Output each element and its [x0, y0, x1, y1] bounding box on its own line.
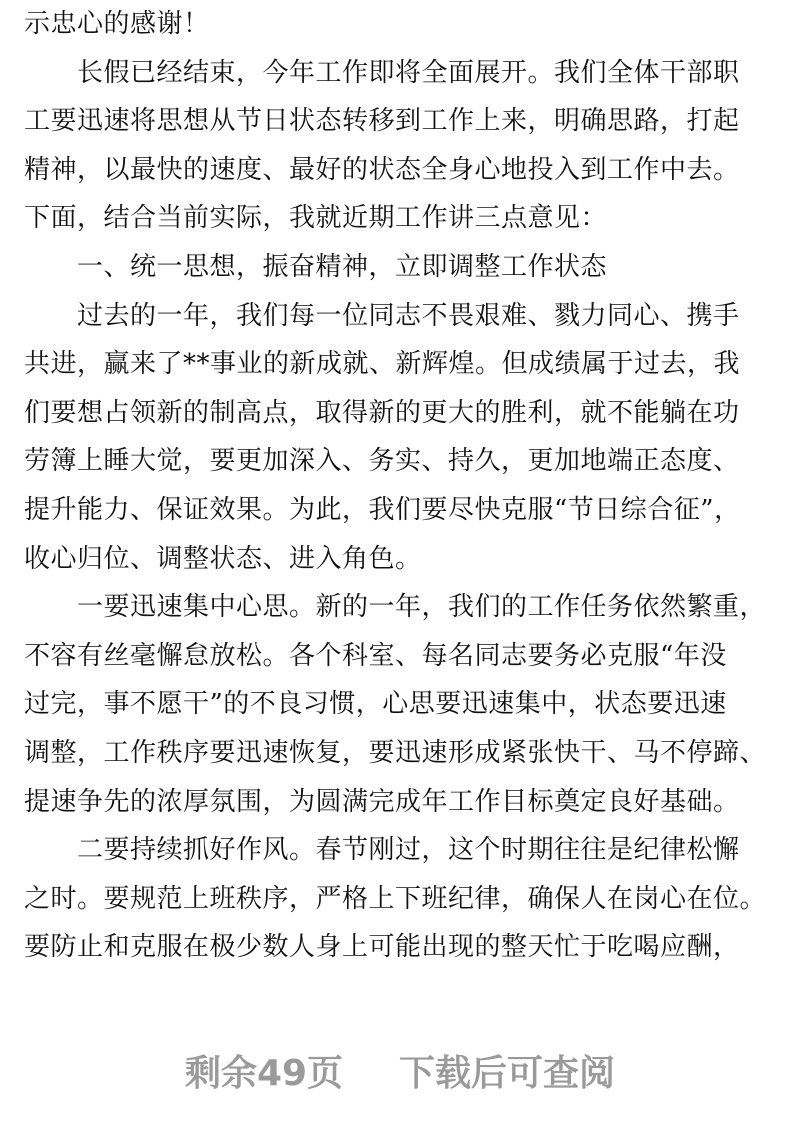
text-line: 一、统一思想，振奋精神，立即调整工作状态: [77, 251, 608, 282]
text-line: 共进，赢来了**事业的新成就、新辉煌。但成绩属于过去，我: [24, 349, 741, 380]
download-to-view-label: 下载后可查阅: [399, 1052, 616, 1094]
text-line: 之时。要规范上班秩序，严格上下班纪律，确保人在岗心在位。: [24, 883, 767, 914]
text-line: 下面，结合当前实际，我就近期工作讲三点意见：: [24, 203, 608, 234]
text-line: 调整，工作秩序要迅速恢复，要迅速形成紧张快干、马不停蹄、: [24, 737, 767, 768]
text-line: 不容有丝毫懈怠放松。各个科室、每名同志要务必克服“年没: [24, 640, 727, 671]
text-line: 过去的一年，我们每一位同志不畏艰难、戮力同心、携手: [77, 300, 740, 331]
text-line: 提速争先的浓厚氛围，为圆满完成年工作目标奠定良好基础。: [24, 786, 740, 817]
text-line: 二要持续抓好作风。春节刚过，这个时期往往是纪律松懈: [77, 835, 740, 866]
text-line: 劳簿上睡大觉，要更加深入、务实、持久，更加地端正态度、: [24, 446, 740, 477]
text-line: 工要迅速将思想从节日状态转移到工作上来，明确思路，打起: [24, 106, 740, 137]
text-line: 精神，以最快的速度、最好的状态全身心地投入到工作中去。: [24, 154, 740, 185]
text-line: 示忠心的感谢！: [24, 9, 210, 39]
text-line: 要防止和克服在极少数人身上可能出现的整天忙于吃喝应酬，: [24, 932, 740, 963]
download-prompt[interactable]: [0, 1040, 800, 1100]
text-line: 长假已经结束，今年工作即将全面展开。我们全体干部职: [77, 57, 740, 88]
text-line: 们要想占领新的制高点，取得新的更大的胜利，就不能躺在功: [24, 397, 740, 428]
document-body: [24, 0, 784, 972]
text-line: 收心归位、调整状态、进入角色。: [24, 543, 422, 574]
text-line: 提升能力、保证效果。为此，我们要尽快克服“节日综合征”，: [24, 494, 741, 525]
remaining-pages-label: 剩余49页: [184, 1052, 344, 1094]
text-line: 过完，事不愿干”的不良习惯，心思要迅速集中，状态要迅速: [24, 689, 727, 720]
text-line: 一要迅速集中心思。新的一年，我们的工作任务依然繁重，: [77, 592, 767, 623]
